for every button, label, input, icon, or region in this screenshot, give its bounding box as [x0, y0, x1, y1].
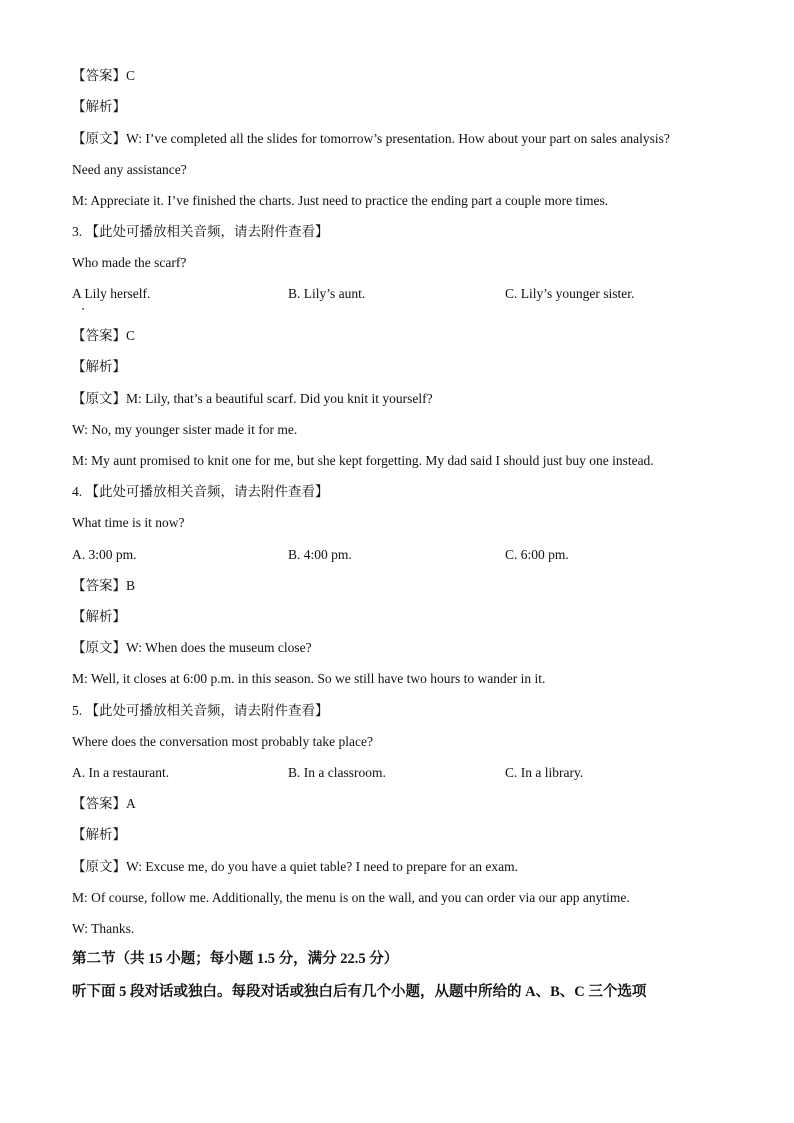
question-3-option-a: A Lily herself. [72, 286, 151, 301]
transcript-line: M: Of course, follow me. Additionally, the menu is on the wall, and you can order via our app anytime. [72, 890, 630, 905]
question-3-text: Who made the scarf? [72, 255, 187, 270]
transcript-line: 【原文】W: Excuse me, do you have a quiet table? I need to prepare for an exam. [72, 859, 518, 874]
question-5-option-c: C. In a library. [505, 765, 584, 780]
question-5-option-a: A. In a restaurant. [72, 765, 170, 780]
analysis-label-q3: 【解析】 [72, 359, 126, 374]
transcript-line: M: My aunt promised to knit one for me, but she kept forgetting. My dad said I should just buy one instead. [72, 453, 654, 468]
question-3-option-b: B. Lily’s aunt. [288, 286, 366, 301]
question-4-option-c: C. 6:00 pm. [505, 547, 569, 562]
transcript-line: 【原文】W: I’ve completed all the slides for tomorrow’s presentation. How about your part on sales analysis? [72, 131, 670, 146]
question-5-option-b: B. In a classroom. [288, 765, 386, 780]
section-heading: 第二节（共 15 小题；每小题 1.5 分，满分 22.5 分） [72, 951, 399, 967]
analysis-label-q4: 【解析】 [72, 609, 126, 624]
transcript-line: M: Appreciate it. I’ve finished the charts. Just need to practice the ending part a couple more times. [72, 193, 609, 208]
answer-label-q3: 【答案】C [72, 328, 136, 343]
question-5-audio-note: 5. 【此处可播放相关音频，请去附件查看】 [72, 703, 329, 718]
answer-label-q4: 【答案】B [72, 578, 136, 593]
transcript-line: Need any assistance? [72, 162, 187, 177]
answer-label-q2: 【答案】C [72, 68, 136, 83]
transcript-line: 【原文】M: Lily, that’s a beautiful scarf. Did you knit it yourself? [72, 391, 433, 406]
transcript-line: 【原文】W: When does the museum close? [72, 640, 312, 655]
transcript-line: W: Thanks. [72, 921, 135, 936]
analysis-label-q5: 【解析】 [72, 827, 126, 842]
analysis-label-q2: 【解析】 [72, 99, 126, 114]
transcript-line: W: No, my younger sister made it for me. [72, 422, 298, 437]
question-3-audio-note: 3. 【此处可播放相关音频，请去附件查看】 [72, 224, 329, 239]
section-instructions: 听下面 5 段对话或独白。每段对话或独白后有几个小题，从题中所给的 A、B、C 三个选项 [72, 984, 647, 1000]
question-4-audio-note: 4. 【此处可播放相关音频，请去附件查看】 [72, 484, 329, 499]
question-4-option-a: A. 3:00 pm. [72, 547, 137, 562]
question-5-text: Where does the conversation most probably take place? [72, 734, 374, 749]
question-3-option-c: C. Lily’s younger sister. [505, 286, 635, 301]
stray-mark [82, 308, 84, 310]
question-4-option-b: B. 4:00 pm. [288, 547, 352, 562]
question-4-text: What time is it now? [72, 515, 185, 530]
transcript-line: M: Well, it closes at 6:00 p.m. in this season. So we still have two hours to wander in it. [72, 671, 546, 686]
answer-label-q5: 【答案】A [72, 796, 136, 811]
